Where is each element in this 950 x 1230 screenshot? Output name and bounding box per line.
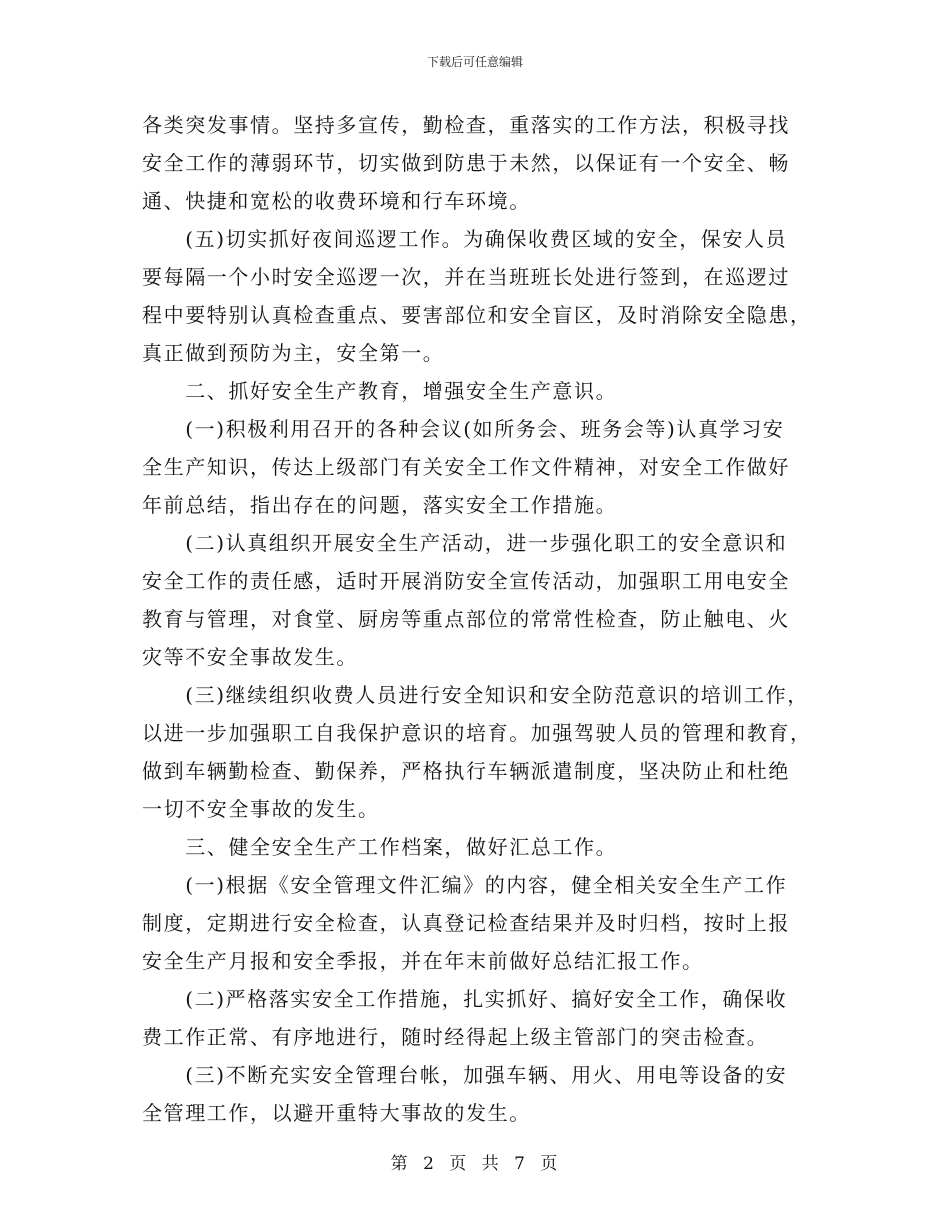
text-line: 程中要特别认真检查重点、要害部位和安全盲区，及时消除安全隐患，	[142, 303, 812, 327]
text-line: 教育与管理，对食堂、厨房等重点部位的常常性检查，防止触电、火	[142, 607, 790, 631]
text-line: (一)积极利用召开的各种会议(如所务会、班务会等)认真学习安	[142, 417, 785, 441]
text-line: 制度，定期进行安全检查，认真登记检查结果并及时归档，按时上报	[142, 911, 790, 935]
text-line: 一切不安全事故的发生。	[142, 797, 380, 821]
text-line: 全生产知识，传达上级部门有关安全工作文件精神，对安全工作做好	[142, 455, 790, 479]
section-heading: 二、抓好安全生产教育，增强安全生产意识。	[142, 379, 618, 403]
text-line: 以进一步加强职工自我保护意识的培育。加强驾驶人员的管理和教育，	[142, 721, 812, 745]
text-line: 全管理工作，以避开重特大事故的发生。	[142, 1101, 531, 1125]
section-heading: 三、健全安全生产工作档案，做好汇总工作。	[142, 835, 618, 859]
text-line: 安全生产月报和安全季报，并在年末前做好总结汇报工作。	[142, 949, 704, 973]
page-number: 第 2 页 共 7 页	[390, 1154, 560, 1174]
text-line: 年前总结，指出存在的问题，落实安全工作措施。	[142, 493, 618, 517]
text-line: 安全工作的薄弱环节，切实做到防患于未然，以保证有一个安全、畅	[142, 151, 790, 175]
text-line: 各类突发事情。坚持多宣传，勤检查，重落实的工作方法，积极寻找	[142, 113, 790, 137]
document-body	[142, 106, 812, 1132]
text-line: 真正做到预防为主，安全第一。	[142, 341, 445, 365]
text-line: 做到车辆勤检查、勤保养，严格执行车辆派遣制度，坚决防止和杜绝	[142, 759, 790, 783]
text-line: (二)认真组织开展安全生产活动，进一步强化职工的安全意识和	[142, 531, 788, 555]
text-line: 费工作正常、有序地进行，随时经得起上级主管部门的突击检查。	[142, 1025, 769, 1049]
text-line: (三)继续组织收费人员进行安全知识和安全防范意识的培训工作，	[142, 683, 809, 707]
text-line: 要每隔一个小时安全巡逻一次，并在当班班长处进行签到，在巡逻过	[142, 265, 790, 289]
text-line: 通、快捷和宽松的收费环境和行车环境。	[142, 189, 531, 213]
page-header: 下载后可任意编辑	[426, 55, 523, 69]
text-line: (一)根据《安全管理文件汇编》的内容，健全相关安全生产工作	[142, 873, 788, 897]
text-line: (三)不断充实安全管理台帐，加强车辆、用火、用电等设备的安	[142, 1063, 788, 1087]
text-line: (五)切实抓好夜间巡逻工作。为确保收费区域的安全，保安人员	[142, 227, 788, 251]
text-line: 安全工作的责任感，适时开展消防安全宣传活动，加强职工用电安全	[142, 569, 790, 593]
text-line: (二)严格落实安全工作措施，扎实抓好、搞好安全工作，确保收	[142, 987, 788, 1011]
text-line: 灾等不安全事故发生。	[142, 645, 358, 669]
